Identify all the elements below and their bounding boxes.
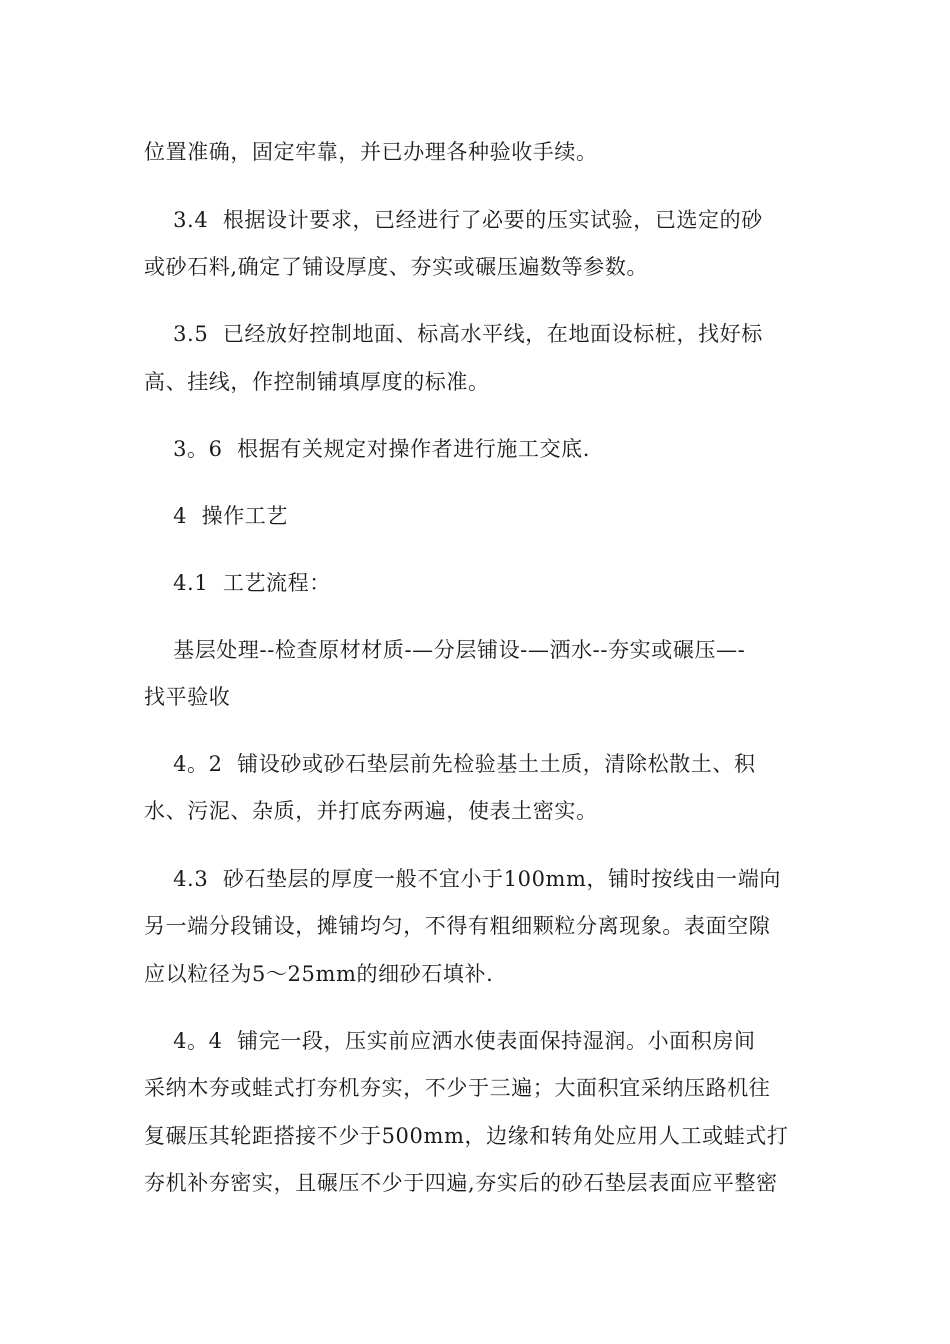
text-line: 4。4 铺完一段，压实前应洒水使表面保持湿润。小面积房间 [144, 1029, 756, 1053]
text-line: 另一端分段铺设，摊铺均匀，不得有粗细颗粒分离现象。表面空隙 [144, 914, 771, 938]
text-line: 或砂石料,确定了铺设厚度、夯实或碾压遍数等参数。 [144, 255, 649, 279]
section-heading: 4 操作工艺 [144, 504, 289, 528]
text-line: 4。2 铺设砂或砂石垫层前先检验基土土质，清除松散土、积 [144, 752, 756, 776]
text-line: 水、污泥、杂质，并打底夯两遍，使表土密实。 [144, 799, 598, 823]
process-flow-line: 找平验收 [144, 685, 231, 709]
text-line: 高、挂线，作控制铺填厚度的标准。 [144, 370, 490, 394]
text-line: 夯机补夯密实，且碾压不少于四遍,夯实后的砂石垫层表面应平整密 [144, 1171, 778, 1195]
text-line: 3.5 已经放好控制地面、标高水平线，在地面设标桩，找好标 [144, 322, 763, 346]
text-line: 复碾压其轮距搭接不少于500mm，边缘和转角处应用人工或蛙式打 [144, 1124, 789, 1148]
text-line: 采纳木夯或蛙式打夯机夯实，不少于三遍；大面积宜采纳压路机往 [144, 1076, 771, 1100]
text-line: 应以粒径为5～25mm的细砂石填补. [144, 962, 494, 986]
text-line: 位置准确，固定牢靠，并已办理各种验收手续。 [144, 140, 598, 164]
text-line: 4.3 砂石垫层的厚度一般不宜小于100mm，铺时按线由一端向 [144, 867, 781, 891]
text-line: 3。6 根据有关规定对操作者进行施工交底. [144, 437, 591, 461]
text-line: 3.4 根据设计要求，已经进行了必要的压实试验，已选定的砂 [144, 208, 763, 232]
text-line: 4.1 工艺流程： [144, 571, 331, 595]
process-flow-line: 基层处理--检查原材材质-—分层铺设-—洒水--夯实或碾压—- [144, 638, 746, 662]
